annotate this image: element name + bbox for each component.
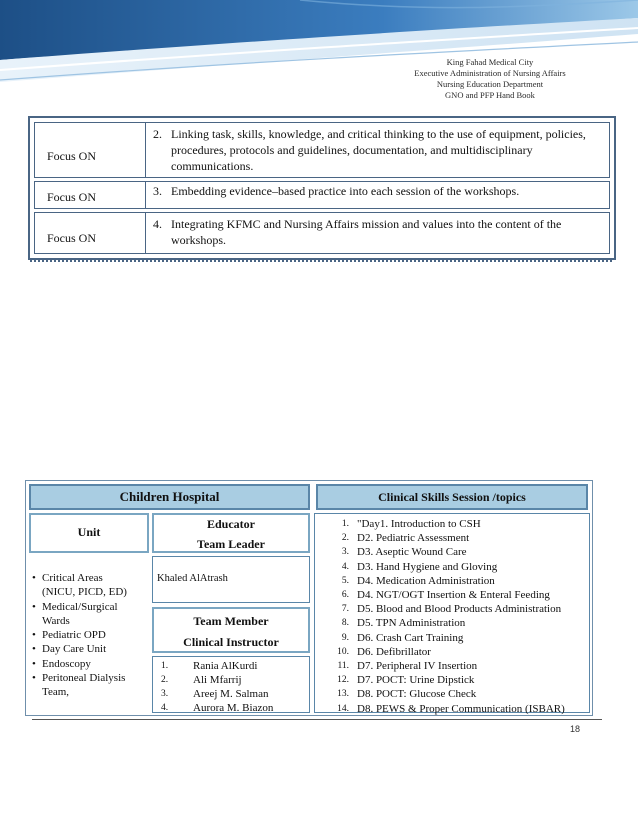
team-leader-cell [152, 556, 310, 603]
list-item: 3. D3. Aseptic Wound Care [341, 546, 467, 559]
list-item: • Day Care Unit [32, 642, 127, 656]
list-item: 4. Aurora M. Biazon [161, 702, 274, 714]
header-text [390, 57, 590, 101]
list-item: • Medical/Surgical Wards [32, 600, 127, 629]
org-name: King Fahad Medical City [446, 57, 534, 67]
unit-header-cell [29, 513, 149, 553]
list-item: 12. D7. POCT: Urine Dipstick [337, 674, 475, 687]
list-item: 1. "Day1. Introduction to CSH [341, 518, 481, 530]
list-item: 4. D3. Hand Hygiene and Gloving [341, 560, 498, 573]
list-item: 7. D5. Blood and Blood Products Administration [341, 603, 562, 616]
children-hospital-table [25, 480, 593, 716]
units-list [32, 571, 127, 700]
focus-text-line: Integrating KFMC and Nursing Affairs mission and values into the content of the [171, 217, 562, 231]
footer-rule [32, 719, 602, 720]
page-number: 18 [570, 724, 581, 734]
instructors-list [153, 659, 273, 715]
topics-list [315, 517, 565, 716]
focus-label: Focus ON [47, 190, 97, 204]
list-item: 1. Rania AlKurdi [161, 660, 258, 672]
list-item: • Pediatric OPD [32, 628, 127, 642]
topics-cell [314, 513, 590, 713]
list-item: 10. D6. Defibrillator [337, 645, 431, 658]
topics-header: Clinical Skills Session /topics [316, 484, 588, 510]
dept-name: Nursing Education Department [436, 79, 544, 89]
list-item: • Endoscopy [32, 657, 127, 671]
list-item: • Critical Areas (NICU, PICD, ED) [32, 571, 127, 600]
list-item: 8. D5. TPN Administration [341, 617, 466, 630]
children-hospital-header: Children Hospital [29, 484, 310, 510]
focus-text-line: Embedding evidence–based practice into each session of the workshops. [171, 184, 520, 198]
focus-number: 4. [153, 217, 162, 231]
book-name: GNO and PFP Hand Book [445, 90, 535, 100]
list-item: • Peritoneal Dialysis Team, [32, 671, 127, 700]
educator-header-cell [152, 513, 310, 553]
team-leader-label: Team Leader [197, 537, 265, 551]
focus-label: Focus ON [47, 231, 97, 245]
focus-text-line: communications. [171, 159, 254, 173]
list-item: 13. D8. POCT: Glucose Check [337, 688, 477, 701]
focus-label: Focus ON [47, 149, 97, 163]
team-member-header-cell [152, 607, 310, 653]
list-item: 9. D6. Crash Cart Training [341, 631, 464, 644]
admin-name: Executive Administration of Nursing Affairs [414, 68, 566, 78]
team-member-label: Team Member [193, 614, 269, 628]
team-leader-name: Khaled AlAtrash [157, 573, 228, 584]
list-item: 6. D4. NGT/OGT Insertion & Enteral Feeding [341, 589, 550, 602]
instructors-cell [152, 656, 310, 713]
focus-text-line: procedures, protocols and guidelines, documentation, and multidisciplinary [171, 143, 533, 157]
educator-label: Educator [207, 517, 255, 531]
list-item: 3. Areej M. Salman [161, 688, 269, 700]
list-item: 5. D4. Medication Administration [341, 574, 495, 587]
focus-table [28, 116, 616, 260]
focus-text-line: workshops. [171, 233, 227, 247]
focus-row [34, 181, 610, 209]
focus-text-line: Linking task, skills, knowledge, and critical thinking to the use of equipment, policies, [171, 127, 586, 141]
focus-number: 2. [153, 127, 162, 141]
unit-label: Unit [77, 525, 101, 539]
list-item: 2. D2. Pediatric Assessment [341, 532, 470, 545]
clinical-instructor-label: Clinical Instructor [183, 635, 279, 649]
focus-row [34, 122, 610, 178]
focus-row [34, 212, 610, 254]
list-item: 14. D8. PEWS & Proper Communication (ISBAR) [337, 702, 565, 715]
list-item: 11. D7. Peripheral IV Insertion [337, 660, 478, 673]
focus-number: 3. [153, 184, 162, 198]
list-item: 2. Ali Mfarrij [161, 674, 242, 686]
